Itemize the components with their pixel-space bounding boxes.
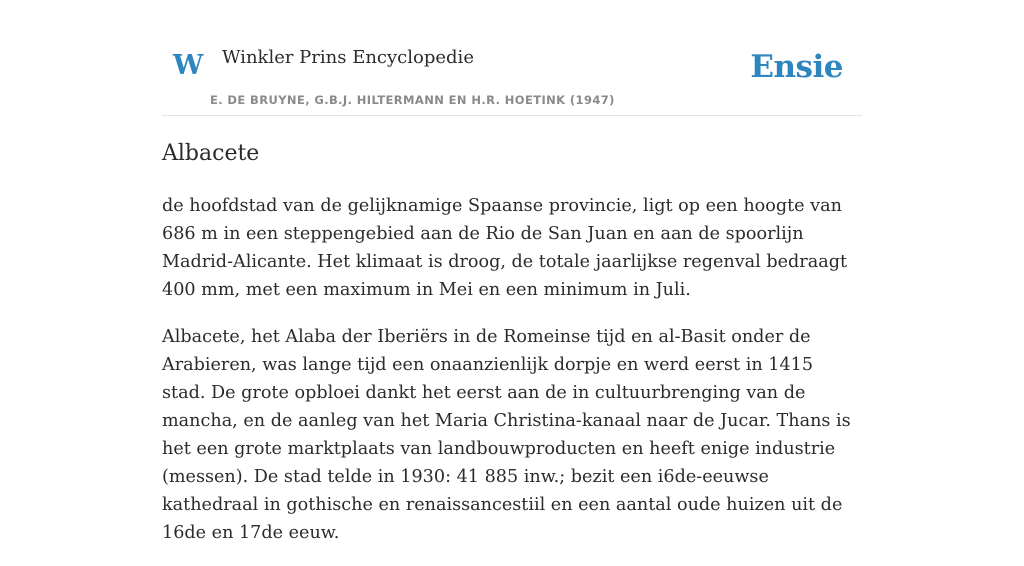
article-paragraph: de hoofdstad van de gelijknamige Spaanse provincie, ligt op een hoogte van 686 m in een steppengebied aan de Rio de San Juan en aan de spoorlijn Madrid-Alicante. Het klimaat is droog, de totale jaarlijkse regenval bedraagt 400 mm, met een maximum in Mei en een minimum in Juli. — [162, 196, 848, 300]
ensie-logo[interactable]: Ensie — [750, 49, 843, 85]
page — [162, 0, 862, 543]
article-body — [162, 192, 862, 566]
authors-line: E. DE BRUYNE, G.B.J. HILTERMANN EN H.R. HOETINK (1947) — [210, 93, 615, 107]
site-header — [162, 0, 862, 116]
article-paragraph: Albacete, het Alaba der Iberiërs in de Romeinse tijd en al-Basit onder de Arabieren, was lange tijd een onaanzienlijk dorpje en werd eerst in 1415 stad. De grote opbloei dankt het eerst aan de in cultuurbrenging van de mancha, en de aanleg van het Maria Christina-kanaal naar de Jucar. Thans is het een grote marktplaats van landbouwproducten en heeft enige industrie (messen). De stad telde in 1930: 41 885 inw.; bezit een i6de-eeuwse kathedraal in gothische en renaissancestiil en een aantal oude huizen uit de 16de en 17de eeuw. — [162, 327, 851, 543]
site-title[interactable]: Winkler Prins Encyclopedie — [222, 47, 474, 68]
article-title: Albacete — [162, 141, 260, 166]
wp-logo-icon[interactable]: W — [173, 50, 204, 81]
